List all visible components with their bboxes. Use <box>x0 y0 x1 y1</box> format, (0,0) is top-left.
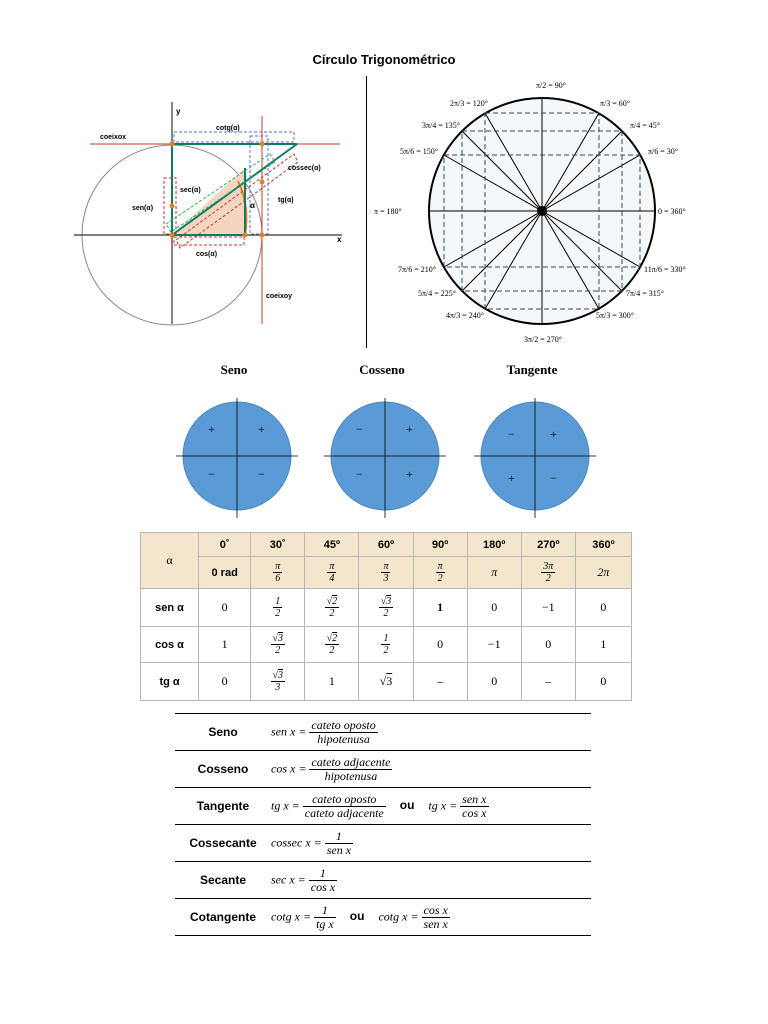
rad-60: $\frac{\pi}{3}$ <box>383 561 389 584</box>
angle-30: π/6 = 30° <box>648 147 678 156</box>
sign-diagram-cosseno <box>320 396 450 520</box>
deg-270: 270º <box>537 538 560 551</box>
sen-0: 0 <box>221 600 228 614</box>
cos-270: 0 <box>545 637 552 651</box>
definitions-table <box>175 713 591 936</box>
rad-180: π <box>491 565 498 579</box>
row-sen-label: sen α <box>155 601 184 614</box>
alpha-label: α <box>250 201 255 210</box>
sign-seno-q3: − <box>208 467 215 481</box>
sign-tangente-q2: − <box>508 427 515 441</box>
deg-90: 90º <box>431 538 449 551</box>
tg-180: 0 <box>491 674 498 688</box>
sec-label: sec(α) <box>180 187 201 194</box>
unit-circle-figure <box>372 76 698 352</box>
sen-45: $\frac{√2}{2}$ <box>326 596 338 619</box>
cossec-label: cossec(α) <box>288 165 321 172</box>
tg-0: 0 <box>221 674 228 688</box>
deg-0: 0˚ <box>219 538 230 551</box>
angle-210: 7π/6 = 210° <box>398 265 436 274</box>
sign-cosseno-q4: + <box>406 467 413 481</box>
x-label: x <box>337 235 342 244</box>
cos-30: $\frac{√3}{2}$ <box>272 633 283 656</box>
angle-90: π/2 = 90° <box>536 81 566 90</box>
row-cos-label: cos α <box>155 638 184 651</box>
angle-240: 4π/3 = 240° <box>446 311 484 320</box>
cotg-label: cotg(α) <box>216 125 240 132</box>
def-eq-cossecante: cossec x = 1 sen x <box>271 828 352 857</box>
y-label: y <box>176 107 181 116</box>
def-eq-cosseno: cos x = cateto adjacente hipotenusa <box>271 754 391 783</box>
def-name-cossecante: Cossecante <box>189 836 257 850</box>
tg-label: tg(α) <box>278 197 294 204</box>
rad-45: $\frac{\pi}{4}$ <box>329 561 335 584</box>
sign-title-cosseno: Cosseno <box>359 362 405 377</box>
deg-45: 45º <box>323 538 340 551</box>
sign-title-tangente: Tangente <box>506 362 558 377</box>
sign-diagram-seno <box>172 396 302 520</box>
rad-30: $\frac{\pi}{6}$ <box>275 561 281 584</box>
sen-270: −1 <box>541 600 555 614</box>
sign-tangente-q4: − <box>550 471 557 485</box>
angle-120: 2π/3 = 120° <box>450 99 488 108</box>
angle-225: 5π/4 = 225° <box>418 289 456 298</box>
coeixoy-label: coeixoy <box>266 293 293 300</box>
def-name-seno: Seno <box>208 725 238 739</box>
def-name-cotangente: Cotangente <box>190 910 256 924</box>
sen-30: $\frac{1}{2}$ <box>275 596 281 619</box>
deg-60: 60º <box>377 538 395 551</box>
angle-330: 11π/6 = 330° <box>644 265 686 274</box>
sign-cosseno-q1: + <box>406 422 413 436</box>
deg-360: 360º <box>592 538 615 551</box>
sign-seno-q1: + <box>258 422 265 436</box>
def-name-secante: Secante <box>199 873 247 887</box>
deg-30: 30˚ <box>269 538 286 551</box>
rad-0: 0 rad <box>211 566 238 579</box>
tg-60: √3 <box>379 674 393 688</box>
tg-270: – <box>545 674 552 688</box>
angle-45: π/4 = 45° <box>630 121 660 130</box>
cos-180: −1 <box>487 637 501 651</box>
tg-45: 1 <box>328 674 335 688</box>
tg-90: – <box>437 674 444 688</box>
figure-divider <box>366 76 367 348</box>
sign-tangente-q1: + <box>550 427 557 441</box>
def-eq-seno: sen x = cateto oposto hipotenusa <box>271 717 376 746</box>
sign-diagram-tangente <box>470 396 600 520</box>
angle-150: 5π/6 = 150° <box>400 147 438 156</box>
rad-270: $\frac{3\pi}{2}$ <box>543 561 554 584</box>
sign-seno-q4: − <box>258 467 265 481</box>
row-tg-label: tg α <box>159 675 180 688</box>
sign-tangente-q3: + <box>508 471 515 485</box>
sen-180: 0 <box>491 600 498 614</box>
tg-360: 0 <box>600 674 607 688</box>
sign-cosseno-q3: − <box>356 467 363 481</box>
rad-90: $\frac{\pi}{2}$ <box>437 561 443 584</box>
sen-label: sen(α) <box>132 205 154 212</box>
cos-90: 0 <box>437 637 444 651</box>
page-title: Círculo Trigonométrico <box>312 52 456 67</box>
cos-0: 1 <box>221 637 228 651</box>
coeixox-label: coeixox <box>100 134 127 141</box>
alpha-header: α <box>141 533 199 589</box>
angle-0: 0 = 360° <box>658 207 686 216</box>
def-name-cosseno: Cosseno <box>197 762 249 776</box>
cos-60: $\frac{1}{2}$ <box>383 633 389 656</box>
trig-values-table <box>140 532 632 701</box>
sen-60: $\frac{√3}{2}$ <box>380 596 392 619</box>
angle-135: 3π/4 = 135° <box>422 121 460 130</box>
angle-300: 5π/3 = 300° <box>596 311 634 320</box>
sign-cosseno-q2: − <box>356 422 363 436</box>
trig-lines-figure <box>70 96 355 328</box>
angle-270: 3π/2 = 270° <box>524 335 562 344</box>
sign-seno-q2: + <box>208 422 215 436</box>
deg-180: 180º <box>483 538 506 551</box>
angle-315: 7π/4 = 315° <box>626 289 664 298</box>
angle-60: π/3 = 60° <box>600 99 630 108</box>
def-eq-secante: sec x = $\frac{1}{\text{cos x}}$ <box>271 865 336 894</box>
sen-90: 1 <box>437 600 444 614</box>
cos-label: cos(α) <box>196 251 218 258</box>
sign-title-seno: Seno <box>220 362 248 377</box>
def-eq-tangente: tg x = cateto oposto cateto adjacente ou tg x = sen x cos x <box>271 791 487 820</box>
def-eq-cotangente: cotg x = $\frac{1}{\text{tg x}}$ ou cotg x = cos x sen x <box>271 902 448 931</box>
tg-30: $\frac{√3}{3}$ <box>272 670 283 693</box>
cos-45: $\frac{√2}{2}$ <box>326 633 338 656</box>
def-name-tangente: Tangente <box>196 799 250 813</box>
rad-360: 2π <box>597 565 610 579</box>
angle-180: π = 180° <box>374 207 402 216</box>
cos-360: 1 <box>600 637 607 651</box>
sen-360: 0 <box>600 600 607 614</box>
